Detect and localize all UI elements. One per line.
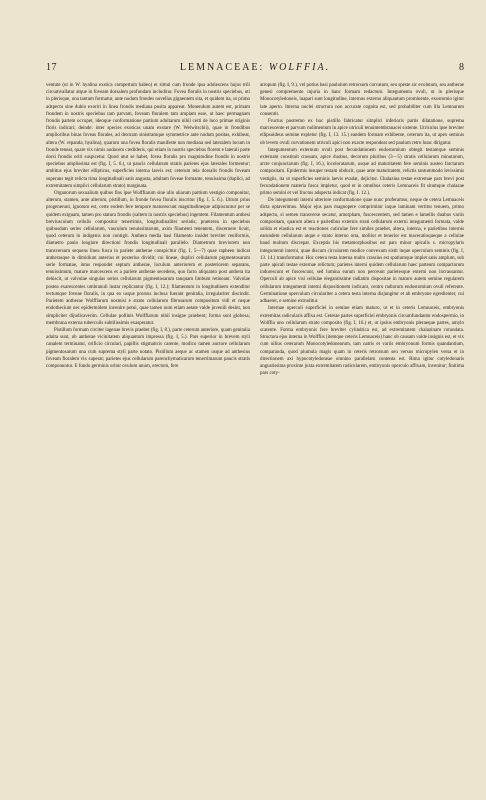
paragraph: ventute (ut in W. hyalina exstica compertum habeo) et simul cum fronde ipsa adolescens hujus trili circumvallatur atque in foveam dorsalem profundam includitur. Fovea floralis in nostris speciebus, uti in plerisque, una tantum formatur, ante nodum frondes novellas gignentem sita, et quidem ita, ut primo adspectu sine dubio exoriri in linea frondis mediana posita appareat. Monendum autem est, primam frondem in nostris speciebus tam parvam, foveam floralem tam amplam esse, ut haec permagnam frondis partem occupet, ideoque conformatione partium adultarum nihil certi de loco primae originis floris indicari; deinde: inter species exoticas unam exstare (W. Welwitschii), quae in frondibus amplioribus binas foveas florales, ad dextram sinistramque symmetrice ante nodum positas, exhibeat, altera (W. repanda, hyalina), quarum una fovea floralis manifeste non mediana sed lateralem locum in fronde teneat, quare vix nimis audacem credideris, qui etiam in nostris speciebus florem e laterali parte dorsi frondis oriri suspicetur. Quod utut se habet, fovea floralis pro magnitudine frondis in nostris speciebus amplissima est (fig. I, 5. 6.), ut paucis cellularum stratis parietes ejus laterales formentur; ambitus ejus breviter ellipticus, superficies interna laevis est; ceterum tela dorsalis frondis foveam superans tegit relicta rima longitudinali satis angusta, adultam foveae formante, tenuissima (duplici, ad extremitatem simplici cellularum strato) marginata. bbox=[46, 83, 250, 189]
paragraph: Integumentum externum ovuli post fecundationem endostomium obtegit testamque seminis externam constituit crassam, apice duobus, decorum pluribus (3—5) stratis cellularum minutarum, arcte conjunctarum (fig. I, 16.), incoloratarum, usque ad maturitatem fere seminis austeo farctarum compositam. Epidermis insuper testam obducit, quae ante maturitatem, relictis tantummodo levissimis vestigiis, ita ut superficies seminis laevis evadat, dejicitur. Chalazina testae extremae pars brevi post fecundationem materia fusca impletur, quod et in omnibus ceteris Lemnaceis fit situmque chalazae primo semini et vel fructus adspecta indicat (fig. I. 12.). bbox=[260, 147, 464, 197]
page-number-right: 8 bbox=[459, 62, 464, 73]
running-title bbox=[46, 62, 464, 73]
left-column bbox=[46, 82, 250, 766]
paragraph: Fructus postremo ex hoc pistillo fabricatur simplici inferioris partis dilatatione, suprema marcescente et parvum rudimentum in apice utriculi tenuimembranacei sistente. Utriculus ipse breviter ellipsoideus semine expletur (fig. I, 13. 15.) eandem formam exhibente, ceterum ita, ut apex seminis ob levem ovuli curvationem utriculi apici non exacte respondeat sed paulum retro hunc dirigatur. bbox=[260, 119, 464, 146]
paragraph: Organorum sexualium quibus flos ipse Wolffiarum sine ullo aliarum partium vestigio componitur, alterum, stamen, ante alterum, pistillum, in fronde fovea floralis inscritur (fig. I, 5. 6.). Utrum prius progenerunt, ignotum est, certe eodem fere tempore maturescunt magnitudineque adipiscuntur per se quidem exiguam, tamen pro statura frondis (saltem in nostris speciebus) ingentem. Filamentum anthesi breviusculum cellulis compositur tenerrimis, longitudinaliter seriatis; praeterea in speciebus quibusdam series cellularum, vasculum tenuissimarum, axim filamenti tenentem, discernere licuit, quod ceterum in indigenis non contigit. Anthera media basi filamento insidet breviter reniformis, diametro paulo longiore directioni frondis longitudinali parallelo. Diametrum breviorem non transversum sequens linea fusca in pariete antherae conspicitur (fig. I, 5—7) quae rapheen indicat antherasque in dimidium anterius et posterius dividit; cui lineae, duplici cellularum pigmentosarum serie formatae, intus respondet septum antherae, loculum anteriorem et posteriorem separans, tenuissimum, mature marcescens et a pariete antherae secedens, quo facto aliquanto post anthera ita dehiscit, ut valvulae singulas series cellularum pigmentosarum tanquam limbum retineant. Valvulae postea exarescentes umbranuli instar replicantur (fig. I, 12.); filamentum in longitudinem extenditur tectumque foveae floralis, in qua eo usque prorsus inclusa fuerant genitalia, irregulariter discindit. Parietem antherae Wolffiarum nosmisi e strato cellularum fibrosarum compositum vidi et neque endothecium nec epidermidem invenire potui, quae tamen num etiam aetate valde juvenili desint, non simpliciter dijudicaverim. Cellulae pollinis Wolffiarum nihil insigne praebent; forma sunt globosa; membrana externa tuberculis subtilissimis exasperatur. bbox=[46, 191, 250, 326]
paragraph: atropum (fig. I, 9.), vel potius basi paululum retrorsum curvatum, seu speste sic evolutum, seu antherae genesi compremento injuria in hanc formam redactum. Integumenta ovuli, ut in plerisque Monocotyledoneis, inapari sunt longitudine, internus externo aliquantum prominente, exostomio igitur late aperto. Interna nuclei structura non accurate cognita est, sed probabiliter cum illa Lemnarum consentit. bbox=[260, 83, 464, 117]
title-genus: WOLFFIA. bbox=[268, 62, 331, 73]
running-header bbox=[46, 62, 464, 76]
title-family: LEMNACEAE: bbox=[179, 62, 265, 73]
right-column bbox=[260, 82, 464, 766]
text-columns bbox=[46, 82, 464, 766]
page-number-left: 17 bbox=[46, 62, 57, 73]
paragraph: Pistillum formam circiter lagenae brevis praebet (fig. I, 8.), parte ceterum anteriore, quam genitalia adulta sunt, ob antherae vicinitatem aliquantum impressa (fig. I, 5.). Pars superior in brevem styli canalem terminatur, orificio circulari, papillis stigmaticis carente, modico tamen auctore cellularum pigmentosarum una cum suprema styli parte notato. Pistillum aeque ac stamen usque ad anthesius foveam floralem vix superat; parietes ejus cellularum parenchymaticarum tenerrimarum paucis stratis componuntur. E fundo germinis oritur ovulum unum, erectum, fere bbox=[46, 327, 250, 369]
paragraph: De integumenti interni ulteriore conformatione quae nunc proferamus, neque de cetera Lemnaceis dicta optaverimus. Major ejus pars magnopere comprimitur inque laminam vertitur tenuem, primo adspectu, si semen transverse secatur, amorpham, fuscescentem, sed tamen e lamellis duabus variis compositam, quarum altera e parietibus externis strati cellularum externi integumenti formata, valde solida et elastica est et reactiones cuticulae fere similes praebet, altera, interna, e parietibus internis earundem cellularum atque e strato interno orta, mollior et tenerior est maceratioqueque a cellulae haud multum discrepat. Exceptis his metamorphosibus est pars minor apicalis s. micropylaris integumenti interni, quae discum circularem modice convexum sistit inque operculum seminis (fig. I, 13. 14.) transformatur. Hoc cetera testa interna multo crassius est spatiumque implet satis amplum, sub parte apicali testae externae relictum; parietes interni quidem cellularum haec parteum compactorum indurescunt et fuscescunt, sed lumina earum non perceunt parietesque externi non incrassantur. Operculi ab apice visi cellulae elegantissime radiatim dispositae in maturo autem semine regularem cellularum integumenti interni dispositionem indicant, centro radiorum endostomium ovuli referente. Germinatione operculum circulariter a cetera testa interna disjungitur et ab embryone egredienter, cui adhaeret, e semine extruditur. bbox=[260, 198, 464, 305]
paragraph: Internae operculi superficiei in semine etiam maturo, ut et in ceteris Lemnaceis, embryonis extremitas radicularis affixa est. Ceterae partes superficiei embryonis circumfundantur endospermio, in Wolffia uno cellularum strato composito (fig. I, 16.) et, ut ipsius embryonis pleraeque partes, amylo scatente. Forma embryonis fere breviter cylindrica est, ad extremitatem chalazinam rotundata. Structura ejus interna in Wolffiis (itemque ceteris Lemnaceis) hanc ob causam valde insignis est, et vix cum ullius ceterarum Monocotyledonearum, tam natris et variis embryonum formis quandantium, comparanda, quod plumula magis quam in ceteris retrorsum seu versus micropylen versa et in directionem axi hypocotyledoneae omnino parallelam contenta est. Rima igitur cotyledonaris angustissima proxime juxta extremitatem radicularem, embryonis operculo affixam, invenitur; finitima pars coty- bbox=[260, 306, 464, 377]
